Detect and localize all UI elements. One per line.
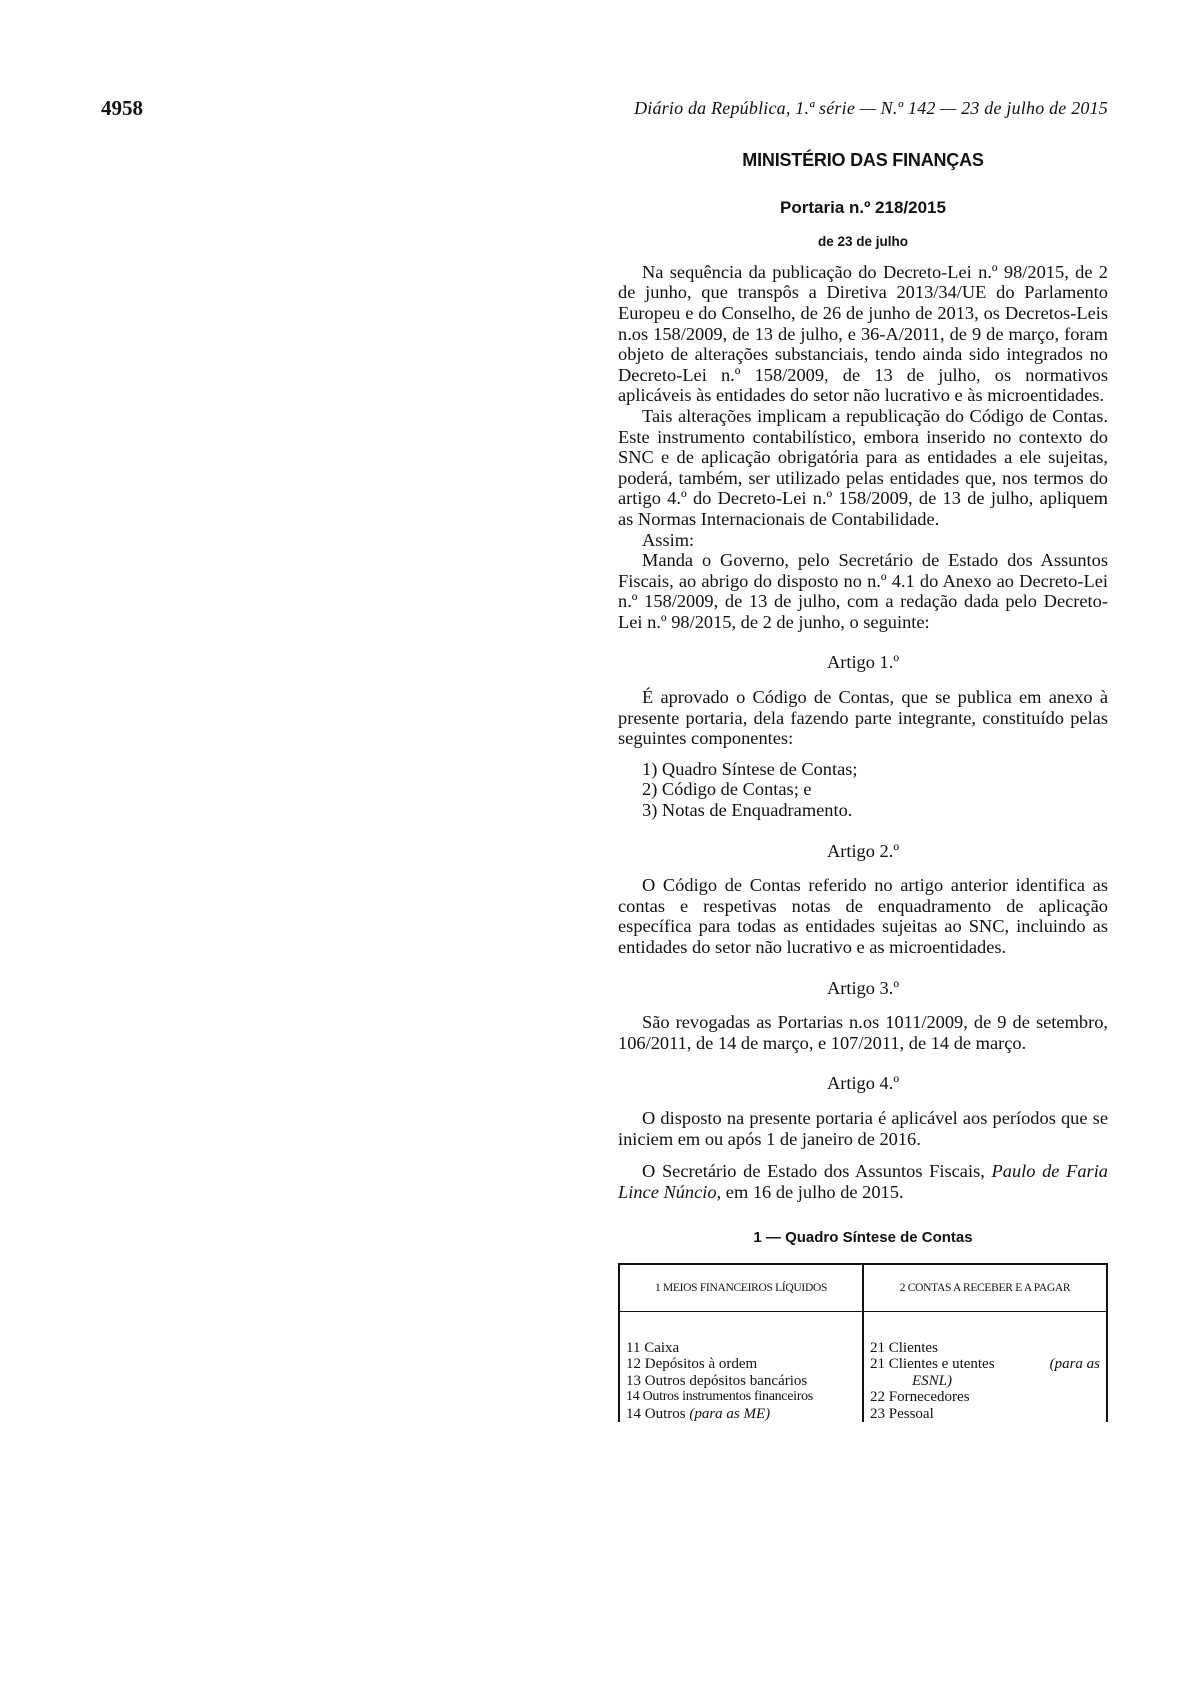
account-item: 21 Clientes bbox=[870, 1339, 938, 1356]
quadro-sintese-table bbox=[618, 1263, 1108, 1423]
article-title: Artigo 3.º bbox=[826, 977, 900, 998]
article-title: Artigo 4.º bbox=[826, 1073, 900, 1094]
article-text: O disposto na presente portaria é aplicável aos períodos que se iniciem em ou após 1 de janeiro de 2016. bbox=[618, 1107, 1108, 1149]
article-list bbox=[618, 759, 1108, 821]
account-item bbox=[626, 1406, 856, 1423]
main-column bbox=[618, 150, 1108, 1422]
account-note-continued: ESNL) bbox=[912, 1372, 953, 1389]
account-note: (para as bbox=[1049, 1356, 1100, 1373]
list-item: 2) Código de Contas; e bbox=[642, 779, 812, 800]
article-text: O Código de Contas referido no artigo anterior identifica as contas e respetivas notas de enquadramento de aplicação específica para todas as entidades sujeitas ao SNC, incluindo as entidades do setor não lucrativo e as microentidades. bbox=[618, 875, 1108, 957]
account-item bbox=[870, 1356, 1100, 1373]
account-label: 21 Clientes e utentes bbox=[870, 1356, 995, 1373]
portaria-title: Portaria n.º 218/2015 bbox=[780, 197, 946, 217]
preamble-paragraph: Na sequência da publicação do Decreto-Lei n.º 98/2015, de 2 de junho, que transpôs a Diretiva 2013/34/UE do Parlamento Europeu e do Conselho, de 26 de junho de 2013, os Decretos-Leis n.os 158/2009, de 13 de julho, e 36-A/2011, de 9 de março, foram objeto de alterações substanciais, tendo ainda sido integrados no Decreto-Lei n.º 158/2009, de 13 de julho, os normativos aplicáveis às entidades do setor não lucrativo e às microentidades. bbox=[618, 261, 1108, 406]
account-item: 14 Outros instrumentos financeiros bbox=[626, 1389, 813, 1405]
account-cell bbox=[619, 1311, 863, 1422]
column-header: 2 CONTAS A RECEBER E A PAGAR bbox=[863, 1264, 1107, 1312]
account-item: 23 Pessoal bbox=[870, 1405, 934, 1422]
preamble-paragraph: Manda o Governo, pelo Secretário de Estado dos Assuntos Fiscais, ao abrigo do disposto no n.º 4.1 do Anexo ao Decreto-Lei n.º 158/2009, de 13 de julho, com a redação dada pelo Decreto-Lei n.º 98/2015, de 2 de junho, o seguinte: bbox=[618, 550, 1108, 632]
signature-lead: O Secretário de Estado dos Assuntos Fiscais, bbox=[642, 1161, 985, 1182]
account-item: 11 Caixa bbox=[626, 1339, 680, 1356]
ministry-heading: MINISTÉRIO DAS FINANÇAS bbox=[742, 150, 984, 170]
account-cell bbox=[863, 1311, 1107, 1422]
account-item: 22 Fornecedores bbox=[870, 1389, 970, 1406]
article-title: Artigo 1.º bbox=[826, 652, 900, 673]
list-item: 3) Notas de Enquadramento. bbox=[642, 800, 853, 821]
portaria-date: de 23 de julho bbox=[817, 234, 909, 250]
article-title: Artigo 2.º bbox=[826, 840, 900, 861]
signature-paragraph bbox=[618, 1161, 1108, 1202]
column-header: 1 MEIOS FINANCEIROS LÍQUIDOS bbox=[619, 1264, 863, 1312]
list-item: 1) Quadro Síntese de Contas; bbox=[642, 758, 858, 779]
running-header: Diário da República, 1.ª série — N.º 142 — 23 de julho de 2015 bbox=[634, 98, 1108, 118]
article-text: São revogadas as Portarias n.os 1011/2009, de 9 de setembro, 106/2011, de 14 de março, e 107/2011, de 14 de março. bbox=[618, 1012, 1108, 1053]
preamble-paragraph: Tais alterações implicam a republicação do Código de Contas. Este instrumento contabilístico, embora inserido no contexto do SNC e de aplicação obrigatória para as entidades a ele sujeitas, poderá, também, ser utilizado pelas entidades que, nos termos do artigo 4.º do Decreto-Lei n.º 158/2009, de 13 de julho, apliquem as Normas Internacionais de Contabilidade. bbox=[618, 405, 1108, 529]
signature-date: em 16 de julho de 2015. bbox=[725, 1181, 904, 1202]
quadro-title: 1 — Quadro Síntese de Contas bbox=[753, 1229, 973, 1247]
article-text: É aprovado o Código de Contas, que se publica em anexo à presente portaria, dela fazendo parte integrante, constituído pelas seguintes componentes: bbox=[618, 687, 1108, 749]
page-number: 4958 bbox=[101, 96, 143, 120]
account-item: 12 Depósitos à ordem bbox=[626, 1356, 758, 1373]
signatory-name: Paulo de Faria Lince Núncio, bbox=[618, 1161, 1109, 1202]
preamble-paragraph: Assim: bbox=[642, 529, 695, 550]
account-label: 14 Outros bbox=[626, 1405, 686, 1422]
account-note: (para as ME) bbox=[689, 1405, 771, 1422]
account-item: 13 Outros depósitos bancários bbox=[626, 1372, 808, 1389]
